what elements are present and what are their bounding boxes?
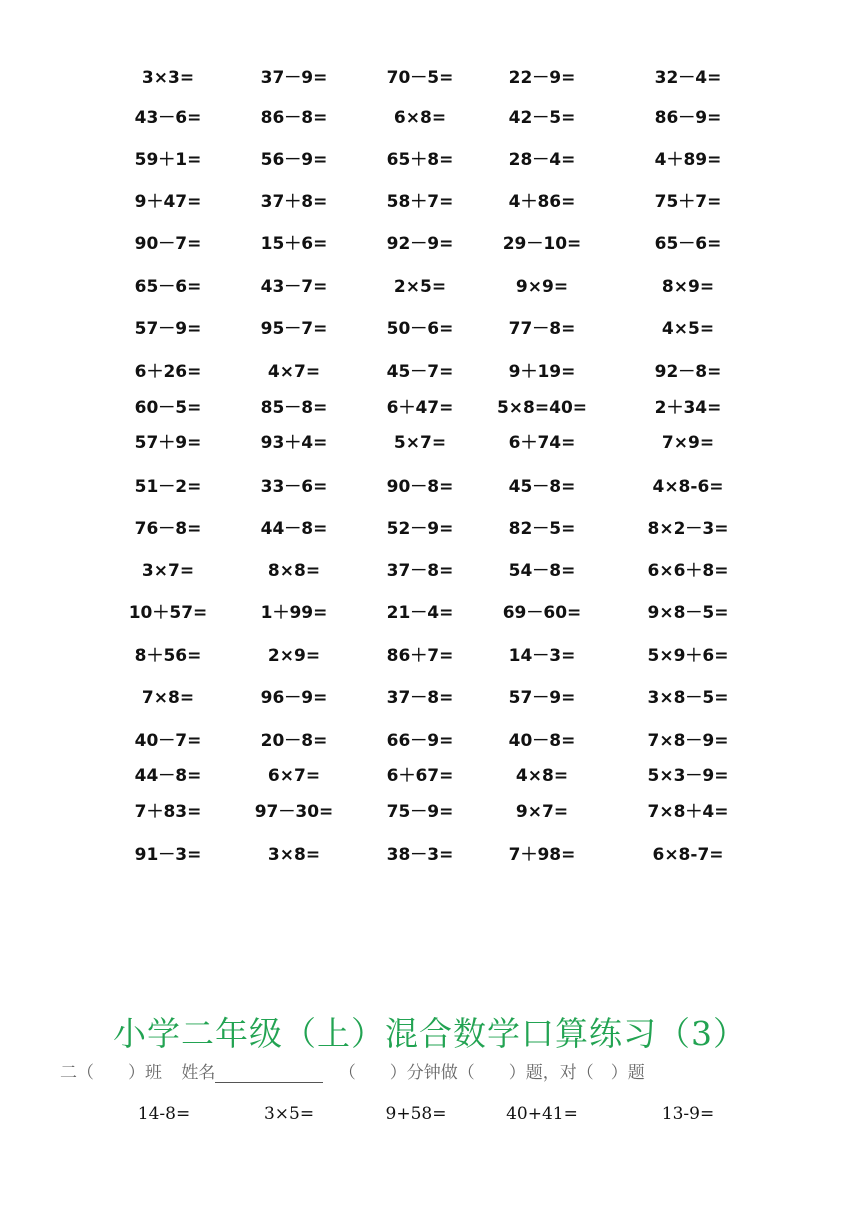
problem-cell: 7＋98= [508,845,576,865]
problem-cell: 4×8= [515,766,569,786]
problem-cell: 14-8= [137,1104,191,1124]
problem-row-section2 [0,1099,860,1129]
problem-cell: 57－9= [134,319,202,339]
problem-cell: 28－4= [508,150,576,170]
problem-cell: 92－8= [654,362,722,382]
problem-cell: 8×2－3= [647,519,729,539]
problem-cell: 65－6= [134,277,202,297]
problem-cell: 50－6= [386,319,454,339]
problem-cell: 56－9= [260,150,328,170]
problem-cell: 2×5= [393,277,447,297]
problem-row [0,472,860,502]
problem-cell: 45－8= [508,477,576,497]
problem-cell: 92－9= [386,234,454,254]
problem-cell: 8＋56= [134,646,202,666]
problem-cell: 9×8－5= [647,603,729,623]
problem-cell: 20－8= [260,731,328,751]
problem-cell: 51－2= [134,477,202,497]
problem-cell: 5×8=40= [496,398,588,418]
problem-cell: 52－9= [386,519,454,539]
problem-cell: 6＋26= [134,362,202,382]
problem-cell: 57－9= [508,688,576,708]
problem-cell: 4×5= [661,319,715,339]
problem-cell: 60－5= [134,398,202,418]
problem-cell: 77－8= [508,319,576,339]
problem-cell: 6×8-7= [652,845,724,865]
problem-cell: 9+58= [385,1104,447,1124]
problem-row [0,63,860,93]
problem-cell: 5×7= [393,433,447,453]
problem-cell: 38－3= [386,845,454,865]
problem-row [0,514,860,544]
problem-cell: 90－8= [386,477,454,497]
problem-row [0,761,860,791]
problem-cell: 44－8= [134,766,202,786]
problem-cell: 10＋57= [128,603,208,623]
problem-cell: 7×8= [141,688,195,708]
problem-cell: 4×8-6= [652,477,724,497]
minutes-label: （ ）分钟做（ ）题，对（ ）题 [338,1063,645,1083]
problem-cell: 15＋6= [260,234,328,254]
problem-cell: 43－6= [134,108,202,128]
problem-cell: 40－7= [134,731,202,751]
problem-cell: 86＋7= [386,646,454,666]
problem-row [0,428,860,458]
problem-row [0,683,860,713]
problem-cell: 3×7= [141,561,195,581]
problem-cell: 69－60= [502,603,582,623]
problem-row [0,229,860,259]
problem-cell: 21－4= [386,603,454,623]
problem-row [0,357,860,387]
problem-cell: 4＋86= [508,192,576,212]
problem-cell: 75＋7= [654,192,722,212]
problem-cell: 40+41= [506,1104,578,1124]
problem-row [0,556,860,586]
problem-cell: 3×5= [263,1104,315,1124]
problem-row [0,641,860,671]
problem-cell: 85－8= [260,398,328,418]
problem-cell: 3×8= [267,845,321,865]
problem-cell: 6＋67= [386,766,454,786]
problem-cell: 29－10= [502,234,582,254]
problem-cell: 32－4= [654,68,722,88]
problem-cell: 65＋8= [386,150,454,170]
problem-cell: 4＋89= [654,150,722,170]
problem-cell: 54－8= [508,561,576,581]
problem-row [0,187,860,217]
problem-cell: 43－7= [260,277,328,297]
worksheet-title: 小学二年级（上）混合数学口算练习（3） [113,1014,747,1053]
problem-cell: 44－8= [260,519,328,539]
problem-cell: 9×9= [515,277,569,297]
student-info-line [60,1058,820,1083]
problem-cell: 6＋74= [508,433,576,453]
problem-cell: 13-9= [661,1104,715,1124]
problem-cell: 9×7= [515,802,569,822]
problem-cell: 7×9= [661,433,715,453]
problem-cell: 9＋19= [508,362,576,382]
problem-row [0,797,860,827]
problem-cell: 3×8－5= [647,688,729,708]
problem-row [0,103,860,133]
problem-row [0,145,860,175]
class-label: 二（ ）班 [60,1063,162,1083]
problem-cell: 37－8= [386,688,454,708]
problem-cell: 59＋1= [134,150,202,170]
problem-cell: 7＋83= [134,802,202,822]
problem-cell: 3×3= [141,68,195,88]
problem-cell: 97－30= [254,802,334,822]
problem-cell: 76－8= [134,519,202,539]
problem-row [0,393,860,423]
problem-cell: 4×7= [267,362,321,382]
problem-cell: 40－8= [508,731,576,751]
problem-cell: 8×8= [267,561,321,581]
problem-row [0,840,860,870]
problem-cell: 1＋99= [260,603,328,623]
problem-cell: 5×9＋6= [647,646,729,666]
problem-row [0,598,860,628]
problem-cell: 70－5= [386,68,454,88]
problem-cell: 2×9= [267,646,321,666]
problem-cell: 86－9= [654,108,722,128]
problem-cell: 37－8= [386,561,454,581]
problem-cell: 96－9= [260,688,328,708]
problem-cell: 33－6= [260,477,328,497]
problem-cell: 65－6= [654,234,722,254]
problem-cell: 95－7= [260,319,328,339]
problem-cell: 58＋7= [386,192,454,212]
problem-row [0,272,860,302]
problem-cell: 8×9= [661,277,715,297]
problem-cell: 6×8= [393,108,447,128]
problem-cell: 6＋47= [386,398,454,418]
problem-row [0,726,860,756]
problem-cell: 22－9= [508,68,576,88]
problem-cell: 7×8＋4= [647,802,729,822]
problem-cell: 7×8－9= [647,731,729,751]
problem-cell: 6×7= [267,766,321,786]
problem-cell: 5×3－9= [647,766,729,786]
name-blank [215,1064,323,1083]
problem-cell: 82－5= [508,519,576,539]
problem-cell: 91－3= [134,845,202,865]
problem-cell: 86－8= [260,108,328,128]
problem-cell: 2＋34= [654,398,722,418]
problem-cell: 93＋4= [260,433,328,453]
problem-cell: 75－9= [386,802,454,822]
problem-cell: 9＋47= [134,192,202,212]
problem-cell: 45－7= [386,362,454,382]
problem-cell: 14－3= [508,646,576,666]
problem-row [0,314,860,344]
problem-cell: 66－9= [386,731,454,751]
problem-cell: 90－7= [134,234,202,254]
problem-cell: 42－5= [508,108,576,128]
problem-cell: 6×6＋8= [647,561,729,581]
problem-cell: 37－9= [260,68,328,88]
problem-cell: 37＋8= [260,192,328,212]
problem-cell: 57＋9= [134,433,202,453]
name-label: 姓名 [181,1063,216,1083]
